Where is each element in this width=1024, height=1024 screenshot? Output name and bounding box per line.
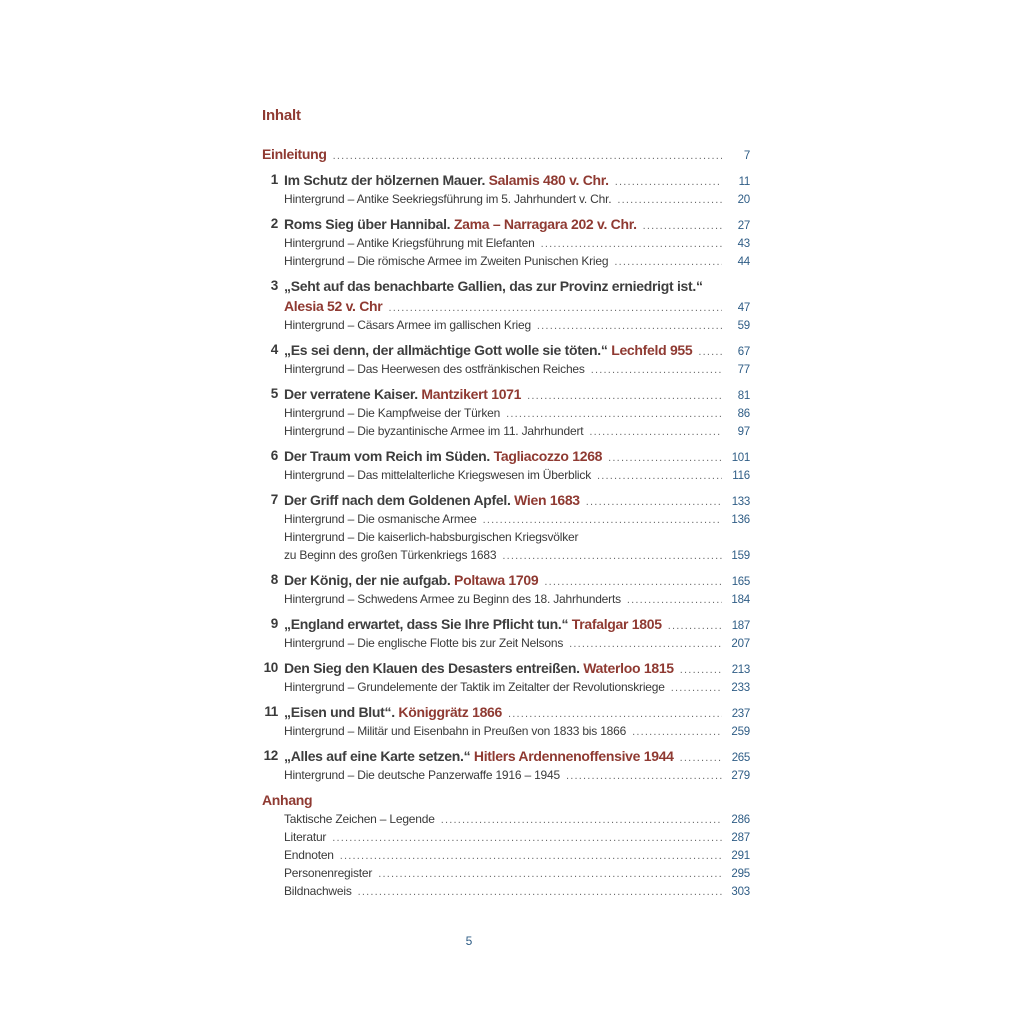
dot-leader (608, 448, 722, 468)
battle-name: Trafalgar 1805 (571, 616, 662, 632)
dot-leader (569, 635, 722, 653)
page-ref: 77 (737, 364, 750, 376)
subentry-text: Hintergrund – Cäsars Armee im gallischen Krieg (284, 318, 531, 332)
dot-leader (698, 342, 722, 362)
chapter-number: 9 (270, 616, 278, 631)
toc-subentry[interactable] (262, 678, 750, 696)
toc-entry-chapter-3[interactable] (262, 276, 750, 296)
chapter-title: Roms Sieg über Hannibal. (284, 216, 454, 232)
page-ref: 27 (737, 220, 750, 232)
toc-entry-chapter-10[interactable] (262, 658, 750, 678)
toc-subentry[interactable] (262, 316, 750, 334)
chapter-number: 4 (270, 342, 278, 357)
page-ref: 303 (731, 886, 750, 898)
chapter-title-line (262, 276, 703, 296)
chapter-title: Den Sieg den Klauen des Desasters entreißen. (284, 660, 584, 676)
toc-entry-chapter-12[interactable] (262, 746, 750, 766)
chapter-title: „England erwartet, dass Sie Ihre Pflicht tun.“ (284, 616, 572, 632)
dot-leader (388, 298, 722, 318)
dot-leader (643, 216, 722, 236)
subentry-text: zu Beginn des großen Türkenkriegs 1683 (284, 548, 497, 562)
dot-leader (680, 660, 722, 680)
page-ref: 286 (731, 814, 750, 826)
dot-leader (632, 723, 722, 741)
toc-subentry[interactable] (262, 546, 750, 564)
appendix-item-text: Endnoten (284, 848, 334, 862)
toc-subentry[interactable] (262, 234, 750, 252)
battle-name: Tagliacozzo 1268 (493, 448, 603, 464)
toc-entry-chapter-4[interactable] (262, 340, 750, 360)
battle-name: Königgrätz 1866 (398, 704, 503, 720)
page-ref: 67 (737, 346, 750, 358)
appendix-heading (262, 790, 750, 810)
toc-appendix-entry[interactable] (262, 882, 750, 900)
toc-subentry[interactable] (262, 528, 750, 546)
dot-leader (333, 146, 722, 166)
page-ref: 11 (738, 176, 750, 188)
dot-leader (597, 467, 722, 485)
subentry-text: Hintergrund – Die kaiserlich-habsburgischen Kriegsvölker (284, 530, 579, 544)
dot-leader (527, 386, 722, 406)
toc-entry-chapter-2[interactable] (262, 214, 750, 234)
dot-leader (378, 865, 722, 883)
subentry-text: Hintergrund – Das mittelalterliche Kriegswesen im Überblick (284, 468, 591, 482)
chapter-title-line (262, 746, 674, 766)
toc-subentry[interactable] (262, 766, 750, 784)
chapter-title-line (262, 170, 609, 190)
toc-appendix-entry[interactable] (262, 864, 750, 882)
page-ref: 44 (737, 256, 750, 268)
chapter-number: 12 (263, 748, 278, 763)
subentry-text: Hintergrund – Die englische Flotte bis zur Zeit Nelsons (284, 636, 564, 650)
toc-subentry[interactable] (262, 252, 750, 270)
subentry-text: Hintergrund – Antike Kriegsführung mit Elefanten (284, 236, 535, 250)
page-ref: 97 (737, 426, 750, 438)
battle-name: Mantzikert 1071 (421, 386, 522, 402)
page-ref: 136 (731, 514, 750, 526)
toc-entry-chapter-6[interactable] (262, 446, 750, 466)
toc-subentry[interactable] (262, 404, 750, 422)
toc-entry-chapter-9[interactable] (262, 614, 750, 634)
chapter-title: „Alles auf eine Karte setzen.“ (284, 748, 474, 764)
dot-leader (502, 547, 722, 565)
dot-leader (358, 883, 722, 901)
dot-leader (671, 679, 722, 697)
chapter-title: Der Traum vom Reich im Süden. (284, 448, 494, 464)
chapter-title-line (262, 658, 674, 678)
page-ref: 237 (731, 708, 750, 720)
table-of-contents (262, 144, 750, 900)
chapter-number: 8 (270, 572, 278, 587)
dot-leader (506, 405, 722, 423)
dot-leader (614, 253, 722, 271)
appendix-item-text: Personenregister (284, 866, 373, 880)
page-ref: 7 (743, 150, 750, 162)
chapter-title: Im Schutz der hölzernen Mauer. (284, 172, 489, 188)
chapter-title: „Seht auf das benachbarte Gallien, das zur Provinz erniedrigt ist.“ (284, 278, 703, 294)
chapter-title: Der König, der nie aufgab. (284, 572, 455, 588)
subentry-text: Hintergrund – Die Kampfweise der Türken (284, 406, 501, 420)
chapter-title-line (262, 214, 637, 234)
dot-leader (483, 511, 722, 529)
page-ref: 233 (731, 682, 750, 694)
page-ref: 133 (731, 496, 750, 508)
intro-title: Einleitung (262, 146, 327, 162)
page-ref: 207 (731, 638, 750, 650)
chapter-number: 11 (264, 704, 278, 719)
chapter-title: „Eisen und Blut“. (284, 704, 399, 720)
page-ref: 184 (731, 594, 750, 606)
dot-leader (589, 423, 722, 441)
toc-entry-chapter-7[interactable] (262, 490, 750, 510)
page-ref: 213 (731, 664, 750, 676)
dot-leader (615, 172, 722, 192)
chapter-number: 3 (270, 278, 278, 293)
dot-leader (508, 704, 722, 724)
chapter-number: 6 (270, 448, 278, 463)
chapter-title: „Es sei denn, der allmächtige Gott wolle sie töten.“ (284, 342, 612, 358)
chapter-number: 1 (270, 172, 278, 187)
chapter-title: Der Griff nach dem Goldenen Apfel. (284, 492, 515, 508)
battle-name: Poltawa 1709 (454, 572, 539, 588)
page-ref: 116 (732, 470, 750, 482)
appendix-item-text: Bildnachweis (284, 884, 352, 898)
page-ref: 259 (731, 726, 750, 738)
dot-leader (566, 767, 722, 785)
battle-name: Hitlers Ardennenoffensive 1944 (473, 748, 674, 764)
page-ref: 279 (731, 770, 750, 782)
battle-name: Waterloo 1815 (583, 660, 674, 676)
page-ref: 187 (731, 620, 750, 632)
appendix-title: Anhang (262, 792, 313, 808)
subentry-text: Hintergrund – Die byzantinische Armee im 11. Jahrhundert (284, 424, 584, 438)
toc-entry-chapter-11[interactable] (262, 702, 750, 722)
chapter-title: Der verratene Kaiser. (284, 386, 422, 402)
chapter-title-line (262, 490, 580, 510)
toc-subentry[interactable] (262, 634, 750, 652)
chapter-title-line (262, 614, 662, 634)
chapter-title-line (262, 446, 602, 466)
dot-leader (680, 748, 722, 768)
chapter-number: 7 (270, 492, 278, 507)
page-ref: 101 (731, 452, 750, 464)
subentry-text: Hintergrund – Die römische Armee im Zweiten Punischen Krieg (284, 254, 609, 268)
chapter-title-line (262, 570, 538, 590)
subentry-text: Hintergrund – Grundelemente der Taktik im Zeitalter der Revolutionskriege (284, 680, 665, 694)
battle-name: Alesia 52 v. Chr (284, 298, 383, 314)
dot-leader (441, 811, 722, 829)
page-ref: 20 (737, 194, 750, 206)
toc-appendix-entry[interactable] (262, 846, 750, 864)
page-ref: 291 (731, 850, 750, 862)
page-ref: 86 (737, 408, 750, 420)
dot-leader (586, 492, 722, 512)
dot-leader (668, 616, 722, 636)
dot-leader (591, 361, 722, 379)
toc-appendix-entry[interactable] (262, 828, 750, 846)
toc-heading: Inhalt (262, 107, 301, 124)
battle-name: Wien 1683 (514, 492, 580, 508)
dot-leader (537, 317, 722, 335)
page-ref: 81 (737, 390, 750, 402)
page-ref: 265 (731, 752, 750, 764)
subentry-text: Hintergrund – Das Heerwesen des ostfränkischen Reiches (284, 362, 585, 376)
subentry-text: Hintergrund – Schwedens Armee zu Beginn des 18. Jahrhunderts (284, 592, 621, 606)
chapter-title-line (262, 702, 502, 722)
battle-name: Salamis 480 v. Chr. (488, 172, 609, 188)
chapter-number: 10 (263, 660, 278, 675)
page-ref: 295 (731, 868, 750, 880)
toc-entry-chapter-5[interactable] (262, 384, 750, 404)
dot-leader (541, 235, 722, 253)
subentry-text: Hintergrund – Antike Seekriegsführung im 5. Jahrhundert v. Chr. (284, 192, 612, 206)
toc-subentry[interactable] (262, 590, 750, 608)
page-ref: 43 (737, 238, 750, 250)
toc-subentry[interactable] (262, 360, 750, 378)
appendix-item-text: Taktische Zeichen – Legende (284, 812, 435, 826)
battle-name: Zama – Narragara 202 v. Chr. (453, 216, 637, 232)
dot-leader (340, 847, 722, 865)
toc-entry-chapter-8[interactable] (262, 570, 750, 590)
page-ref: 59 (737, 320, 750, 332)
dot-leader (332, 829, 722, 847)
page-ref: 287 (731, 832, 750, 844)
toc-entry-intro[interactable] (262, 144, 750, 164)
battle-name: Lechfeld 955 (611, 342, 693, 358)
appendix-item-text: Literatur (284, 830, 327, 844)
toc-entry-chapter-3-cont[interactable] (262, 296, 750, 316)
toc-subentry[interactable] (262, 190, 750, 208)
dot-leader (617, 191, 722, 209)
toc-entry-chapter-1[interactable] (262, 170, 750, 190)
chapter-number: 5 (270, 386, 278, 401)
toc-subentry[interactable] (262, 422, 750, 440)
page-number: 5 (465, 934, 473, 948)
toc-subentry[interactable] (262, 722, 750, 740)
dot-leader (544, 572, 722, 592)
chapter-number: 2 (270, 216, 278, 231)
dot-leader (627, 591, 722, 609)
toc-subentry[interactable] (262, 466, 750, 484)
chapter-title-line (262, 340, 692, 360)
page-ref: 47 (737, 302, 750, 314)
subentry-text: Hintergrund – Militär und Eisenbahn in Preußen von 1833 bis 1866 (284, 724, 627, 738)
page-ref: 165 (731, 576, 750, 588)
subentry-text: Hintergrund – Die osmanische Armee (284, 512, 477, 526)
toc-subentry[interactable] (262, 510, 750, 528)
subentry-text: Hintergrund – Die deutsche Panzerwaffe 1916 – 1945 (284, 768, 560, 782)
chapter-title-line (262, 384, 521, 404)
page-ref: 159 (731, 550, 750, 562)
toc-appendix-entry[interactable] (262, 810, 750, 828)
